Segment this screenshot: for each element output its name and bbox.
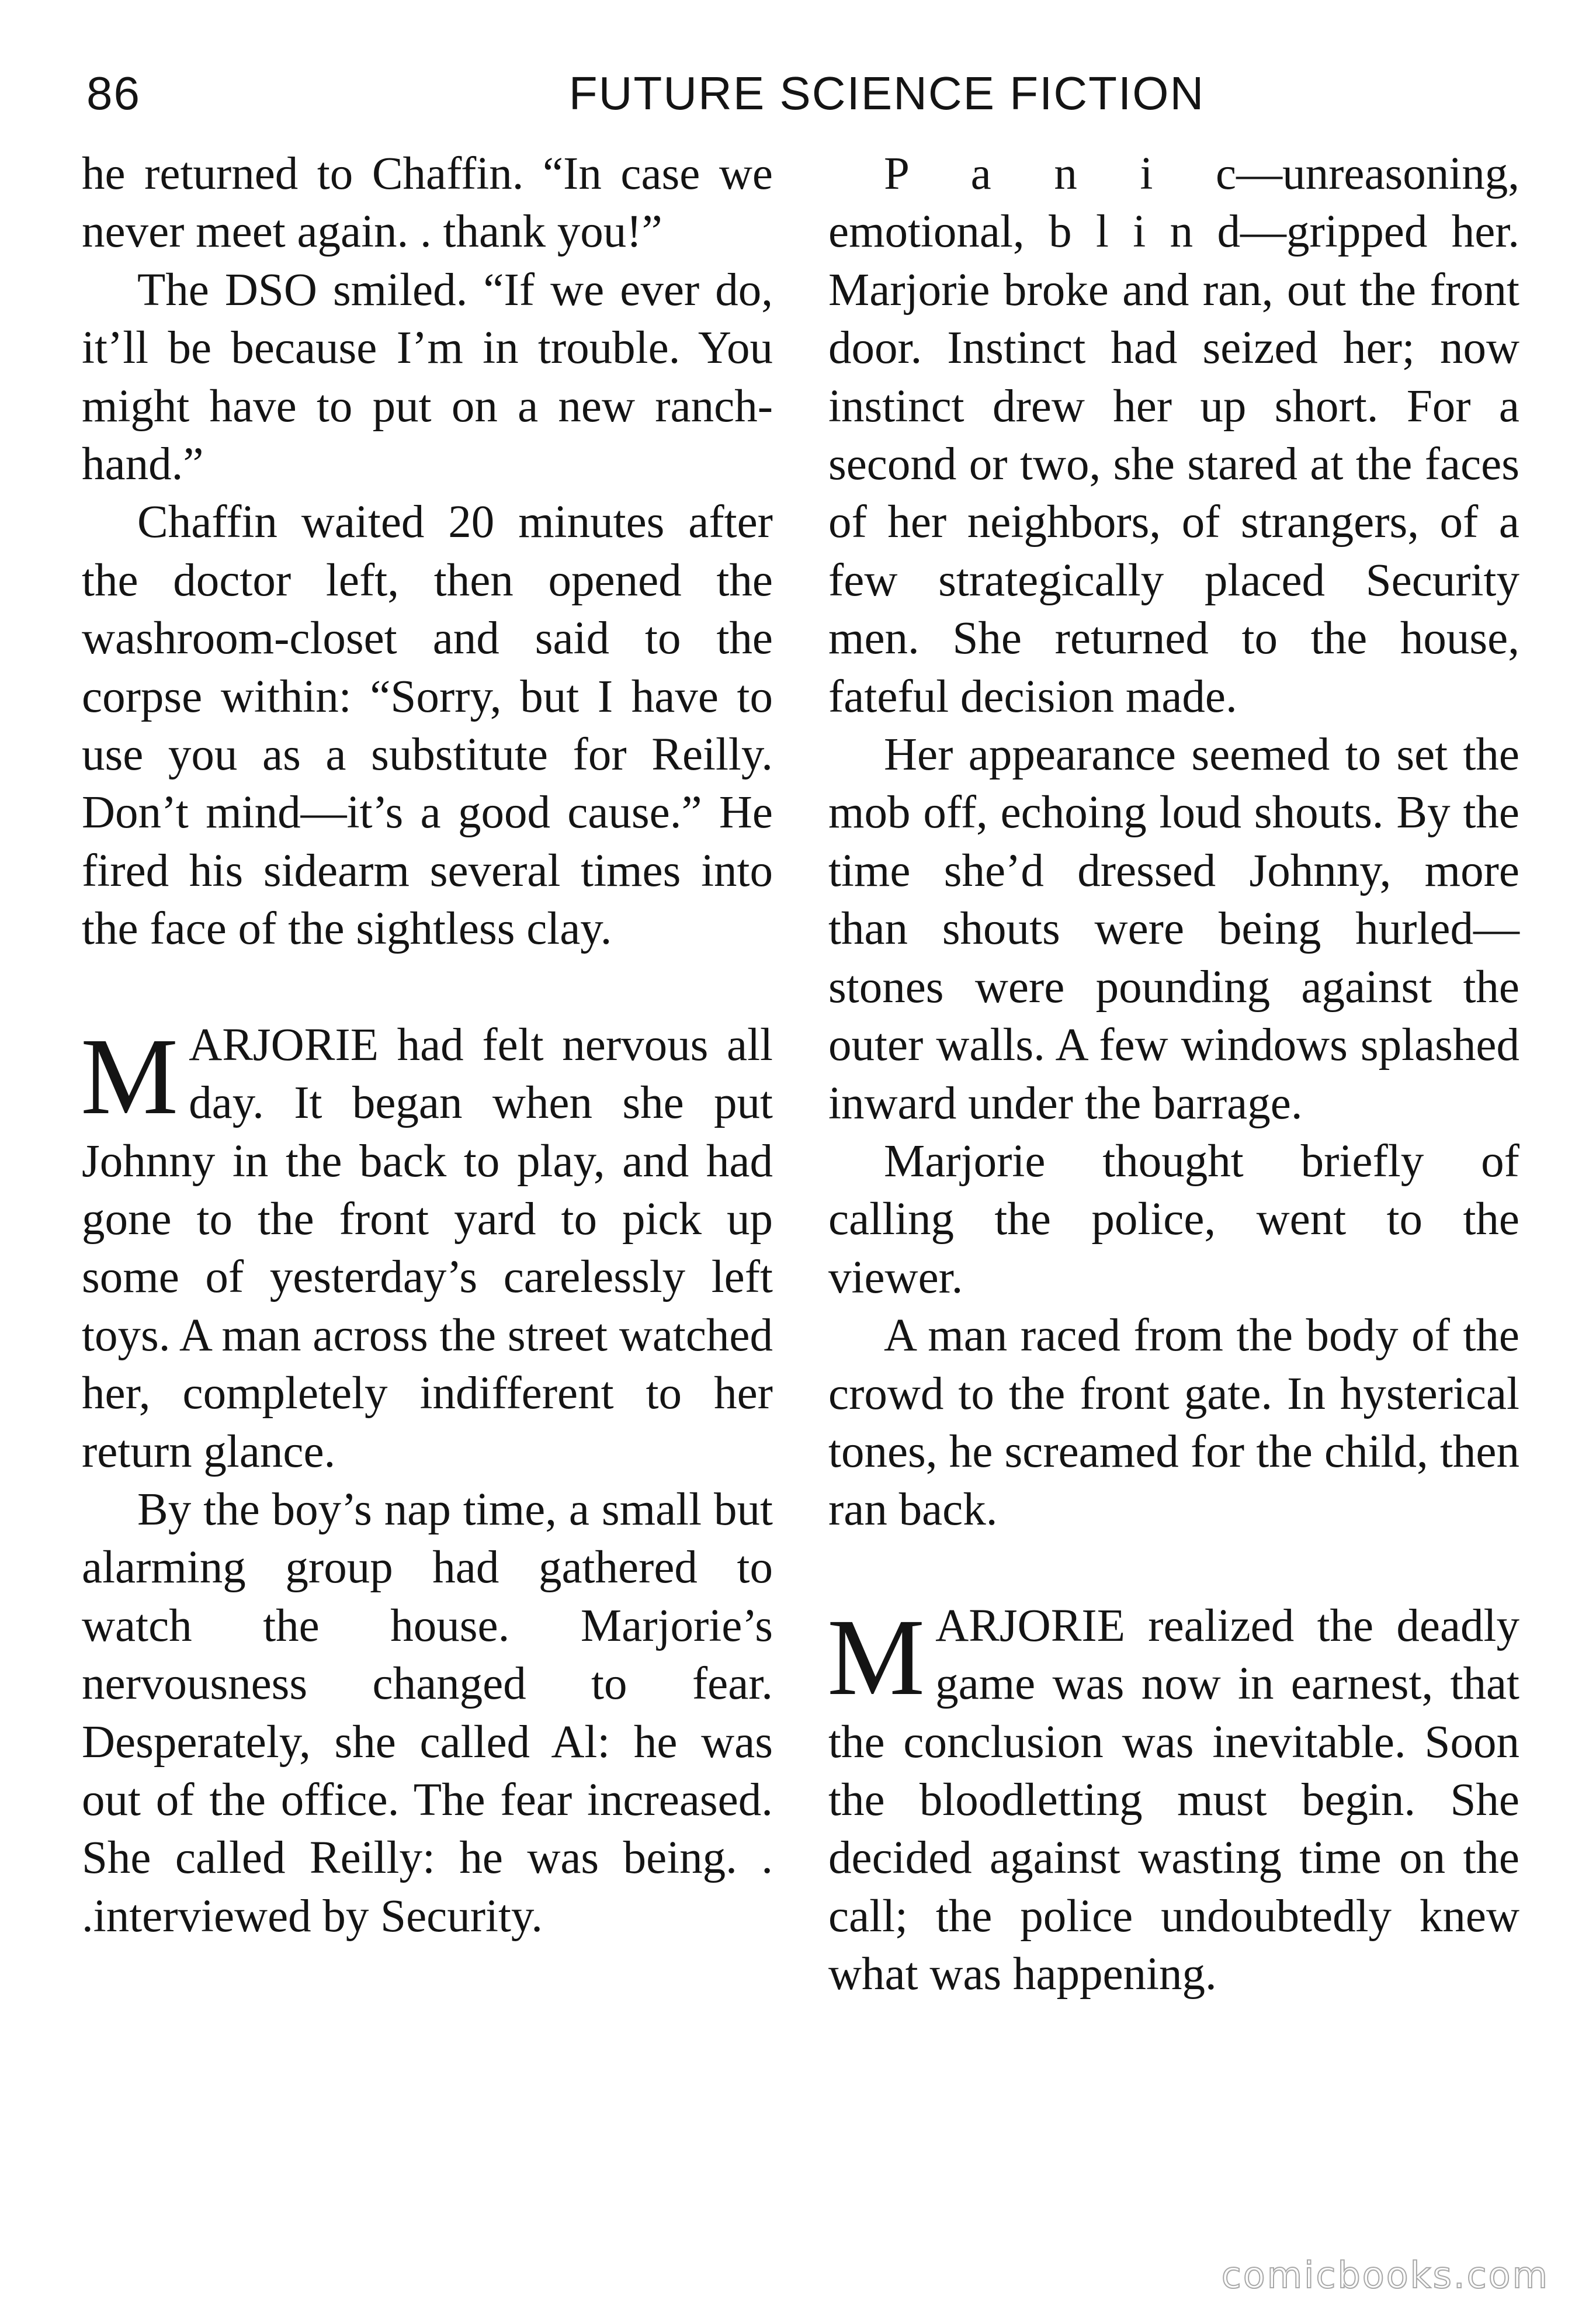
paragraph: Chaffin waited 20 minutes after the doctor left, then opened the washroom-closet and said to the corpse within: “Sorry, but I have to use you as a substitute for Reilly. Don’t mind—it’s a good cause.” He fired his sidearm several times into the face of the sightless clay. xyxy=(82,497,773,955)
left-column xyxy=(82,145,773,1945)
page-number: 86 xyxy=(86,67,141,119)
paragraph: Her appearance seemed to set the mob off, echoing loud shouts. By the time she’d dressed Johnny, more than shouts were being hurled—stones were pounding against the outer walls. A few windows splashed inward under the barrage. xyxy=(828,729,1519,1129)
section-start-paragraph xyxy=(82,1016,773,1481)
paragraph-text: ARJORIE had felt nervous all day. It began when she put Johnny in the back to play, and had gone to the front yard to pick up some of yesterday’s carelessly left toys. A man across the street watched her, completely indifferent to her return glance. xyxy=(82,1019,773,1477)
paragraph: P a n i c—unreasoning, emotional, b l i n d—gripped her. Marjorie broke and ran, out the front door. Instinct had seized her; now instinct drew her up short. For a second or two, she stared at the faces of her neighbors, of strangers, of a few strategically placed Security men. She returned to the house, fateful decision made. xyxy=(828,148,1519,722)
running-head xyxy=(86,61,1518,126)
right-column xyxy=(828,145,1519,2004)
watermark: comicbooks.com xyxy=(1221,2254,1549,2296)
paragraph-continued: he returned to Chaffin. “In case we never meet again. . thank you!” xyxy=(82,148,773,258)
paragraph: Marjorie thought briefly of calling the police, went to the viewer. xyxy=(828,1135,1519,1303)
paragraph: A man raced from the body of the crowd to the front gate. In hysterical tones, he screamed for the child, then ran back. xyxy=(828,1310,1519,1536)
paragraph: By the boy’s nap time, a small but alarming group had gathered to watch the house. Marjorie’s nervousness changed to fear. Desperately, she called Al: he was out of the office. The fear increased. She called Reilly: he was being. . .interviewed by Security. xyxy=(82,1484,773,1942)
drop-cap: M xyxy=(827,1595,925,1718)
paragraph-text: ARJORIE realized the deadly game was now in earnest, that the conclusion was inevitable. Soon the bloodletting must begin. She decided against wasting time on the call; the police undoubtedly knew what was happening. xyxy=(828,1600,1519,2000)
magazine-title: FUTURE SCIENCE FICTION xyxy=(568,67,1205,119)
drop-cap: M xyxy=(81,1014,179,1137)
section-start-paragraph xyxy=(828,1597,1519,2004)
paragraph: The DSO smiled. “If we ever do, it’ll be because I’m in trouble. You might have to put on a new ranch-hand.” xyxy=(82,264,773,490)
